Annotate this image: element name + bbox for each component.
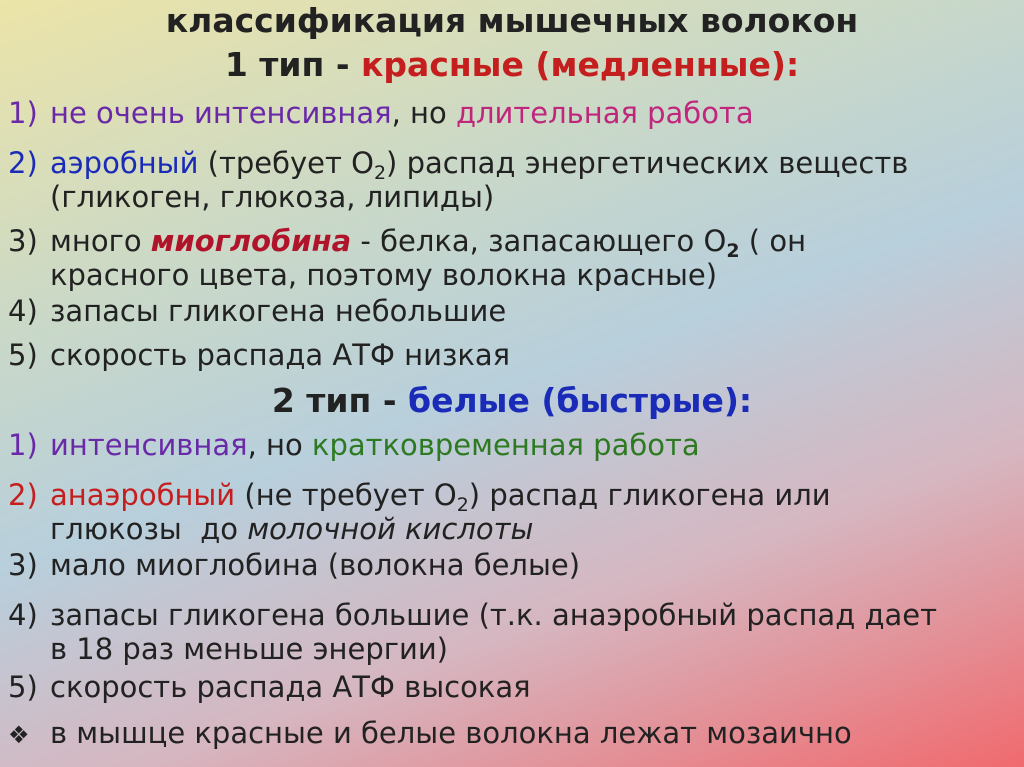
item-text-highlight: интенсивная xyxy=(50,428,248,462)
item-text: скорость распада АТФ высокая xyxy=(50,670,531,704)
item-text: много xyxy=(50,224,151,258)
item-text: мало миоглобина (волокна белые) xyxy=(50,548,581,582)
item-number: 5) xyxy=(8,670,38,704)
item-text-line2: глюкозы до xyxy=(50,512,248,546)
item-text-line2: в 18 раз меньше энергии) xyxy=(50,632,448,666)
item-text-line2: красного цвета, поэтому волокна красные) xyxy=(50,258,718,292)
type2-item-4 xyxy=(8,598,1018,666)
type1-item-5 xyxy=(8,338,1018,372)
item-number: 1) xyxy=(8,96,38,130)
diamond-bullet-icon: ❖ xyxy=(8,721,30,749)
item-text-highlight: не очень интенсивная xyxy=(50,96,392,130)
subscript: 2 xyxy=(456,494,469,516)
note-text: в мышце красные и белые волокна лежат мозаично xyxy=(50,716,852,750)
type1-item-2 xyxy=(8,146,1018,214)
item-text: ( он xyxy=(739,224,807,258)
item-number: 5) xyxy=(8,338,38,372)
item-text-highlight: длительная работа xyxy=(455,96,754,130)
type1-heading xyxy=(0,46,1024,84)
item-number: 3) xyxy=(8,224,38,258)
item-text: ) распад энергетических веществ xyxy=(386,146,909,180)
item-text-highlight: анаэробный xyxy=(50,478,236,512)
item-number: 1) xyxy=(8,428,38,462)
item-number: 3) xyxy=(8,548,38,582)
item-number: 2) xyxy=(8,146,38,180)
type2-prefix: 2 тип - xyxy=(271,381,409,420)
note-item xyxy=(8,716,1018,752)
type1-item-4 xyxy=(8,294,1018,328)
item-text: скорость распада АТФ низкая xyxy=(50,338,511,372)
item-text-emphasis: молочной кислоты xyxy=(247,512,534,546)
type1-label: красные (медленные): xyxy=(361,45,800,84)
slide-title: классификация мышечных волокон xyxy=(165,1,859,40)
item-number: 4) xyxy=(8,598,38,632)
type2-heading xyxy=(0,382,1024,420)
item-number: 4) xyxy=(8,294,38,328)
item-text-emphasis: миоглобина xyxy=(150,224,352,258)
item-text-highlight: кратковременная работа xyxy=(311,428,700,462)
item-text: - белка, запасающего О xyxy=(351,224,727,258)
item-text: ) распад гликогена или xyxy=(468,478,831,512)
item-text-line2: (гликоген, глюкоза, липиды) xyxy=(50,180,495,214)
type2-item-5 xyxy=(8,670,1018,704)
item-text: запасы гликогена небольшие xyxy=(50,294,507,328)
item-number: 2) xyxy=(8,478,38,512)
type2-item-3 xyxy=(8,548,1018,582)
item-text: запасы гликогена большие (т.к. анаэробный распад дает xyxy=(50,598,938,632)
subscript: 2 xyxy=(373,162,387,184)
subscript: 2 xyxy=(726,240,740,262)
item-text-highlight: аэробный xyxy=(50,146,199,180)
type2-label: белые (быстрые): xyxy=(408,381,753,420)
type1-prefix: 1 тип - xyxy=(224,45,362,84)
type2-item-1 xyxy=(8,428,1018,462)
item-text: , но xyxy=(247,428,312,462)
type1-item-1 xyxy=(8,96,1018,130)
item-text: , но xyxy=(391,96,456,130)
item-text: (не требует О xyxy=(235,478,457,512)
type2-item-2 xyxy=(8,478,1018,546)
type1-item-3 xyxy=(8,224,1018,292)
item-text: (требует О xyxy=(198,146,374,180)
